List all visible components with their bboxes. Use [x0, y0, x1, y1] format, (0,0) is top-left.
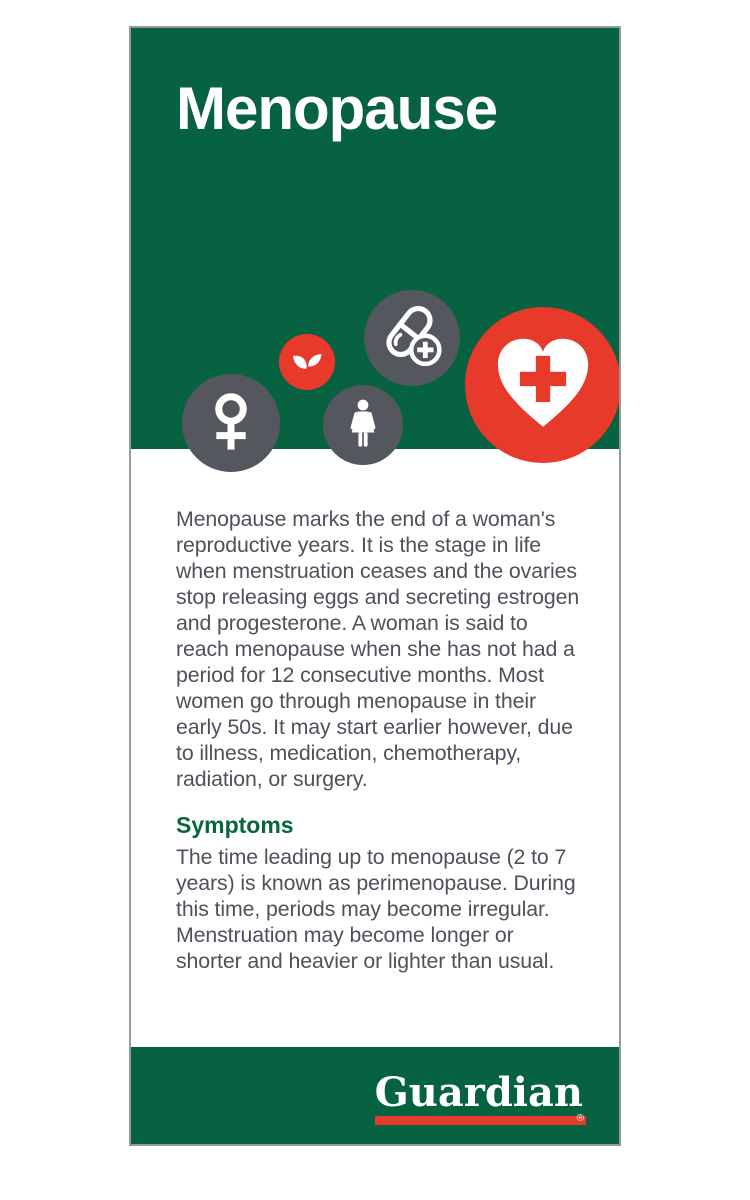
leaf-glyph: [288, 343, 326, 381]
leaf-icon: [279, 334, 335, 390]
brand-logo: [374, 1068, 584, 1125]
woman-figure-glyph: [336, 398, 390, 452]
pill-plus-glyph: [375, 301, 449, 375]
symptoms-section: [176, 811, 582, 974]
pamphlet-card: [129, 26, 621, 1146]
heart-cross-glyph: [488, 330, 598, 440]
brand-underline: [375, 1112, 586, 1125]
symptoms-heading: Symptoms: [176, 812, 294, 838]
female-symbol-icon: [182, 374, 280, 472]
heart-cross-icon: [465, 307, 621, 463]
brand-wordmark: Guardian: [374, 1068, 583, 1116]
symptoms-paragraph: The time leading up to menopause (2 to 7 years) is known as perimenopause. During this time, periods may become irregular. Menstruation may become longer or shorter and heavier or lighter than usual.: [176, 845, 576, 973]
registered-mark: ®: [576, 1112, 584, 1124]
page-title: Menopause: [176, 75, 498, 142]
pill-plus-icon: [364, 290, 460, 386]
female-symbol-glyph: [196, 388, 266, 458]
woman-figure-icon: [323, 385, 403, 465]
footer-band: [131, 1047, 619, 1144]
intro-paragraph: Menopause marks the end of a woman's reproductive years. It is the stage in life when menstruation ceases and the ovaries stop releasing eggs and secreting estrogen and progesterone. A woman is said to reach menopause when she has not had a period for 12 consecutive months. Most women go through menopause in their early 50s. It may start earlier however, due to illness, medication, chemotherapy, radiation, or surgery.: [176, 507, 580, 791]
